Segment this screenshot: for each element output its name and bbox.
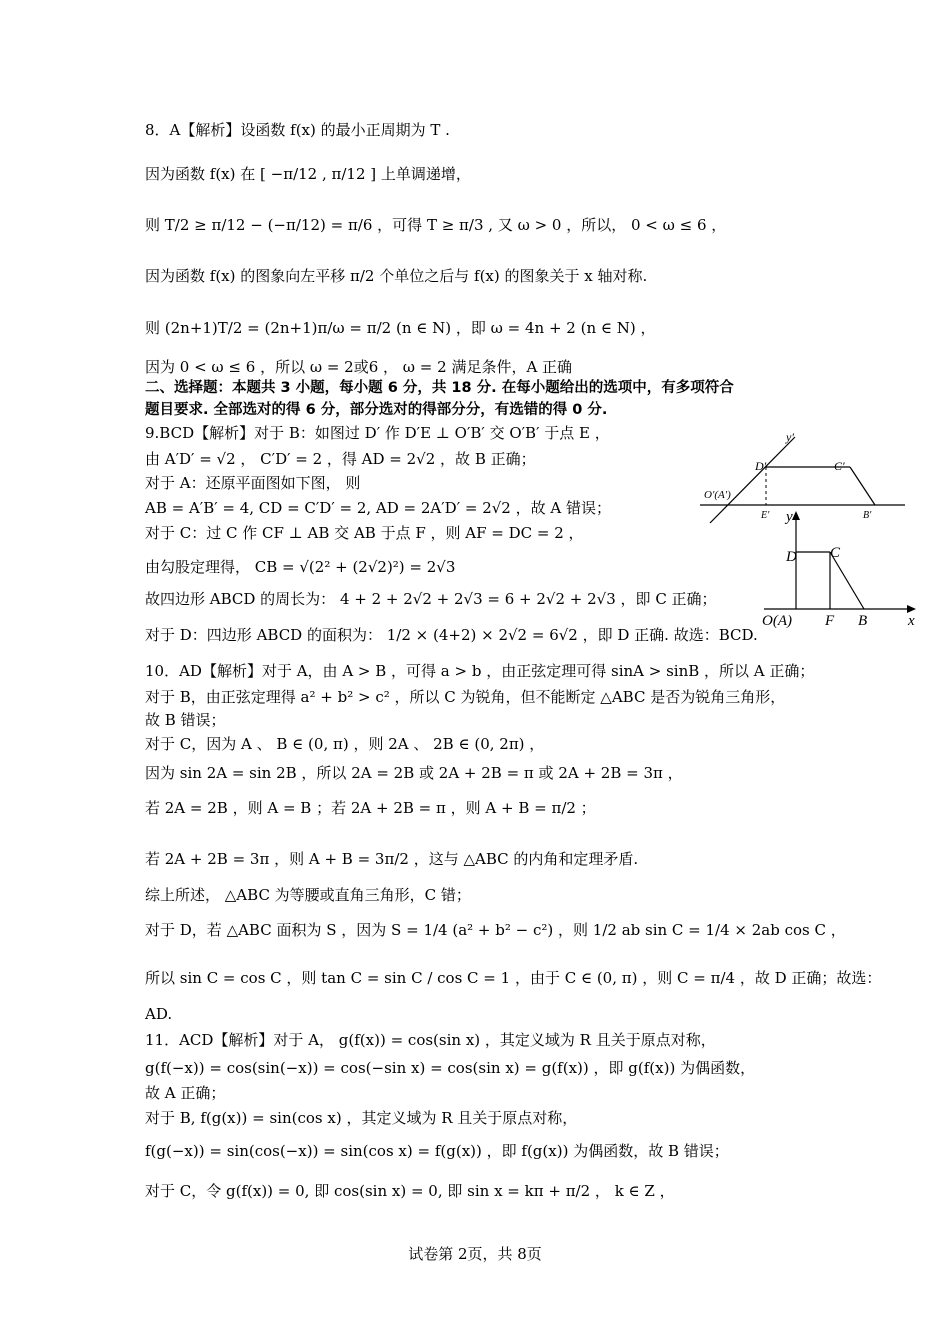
text-line: 若 2A + 2B = 3π ，则 A + B = 3π/2 ，这与 △ABC 的内角和定理矛盾. [145,850,639,868]
text-line: 对于 A：还原平面图如下图， 则 [145,474,361,492]
label-d: D [786,549,797,565]
segment-cb [850,467,875,505]
text-line: g(f(−x)) = cos(sin(−x)) = cos(−sin x) = cos(sin x) = g(f(x)) ，即 g(f(x)) 为偶函数， [145,1059,756,1077]
text-line: 则 T/2 ≥ π/12 − (−π/12) = π/6 ，可得 T ≥ π/3 , 又 ω > 0 ，所以， 0 < ω ≤ 6 ， [145,216,727,234]
label-f: F [825,613,835,629]
text-line: 10．AD【解析】对于 A，由 A > B ，可得 a > b ，由正弦定理可得 sinA > sinB ，所以 A 正确； [145,662,815,680]
page-footer: 试卷第 2页，共 8页 [408,1245,542,1263]
text-line: 8．A【解析】设函数 f(x) 的最小正周期为 T . [145,121,450,139]
text-line: 因为 0 < ω ≤ 6 ，所以 ω = 2或6 ， ω = 2 满足条件，A 正确 [145,358,573,376]
text-line: 对于 C，令 g(f(x)) = 0, 即 cos(sin x) = 0, 即 sin x = kπ + π/2 ， k ∈ Z ， [145,1182,675,1200]
label-b: B [858,613,868,629]
text-line: 对于 B, f(g(x)) = sin(cos x) ，其定义域为 R 且关于原点对称， [145,1109,578,1127]
text-line: 二、选择题：本题共 3 小题，每小题 6 分，共 18 分. 在每小题给出的选项中，有多项符合 [145,380,734,396]
label-y-prime: y′ [786,430,794,444]
text-line: 对于 B，由正弦定理得 a² + b² > c² ，所以 C 为锐角，但不能断定 △ABC 是否为锐角三角形， [145,688,786,706]
label-b-prime: B′ [863,510,872,521]
text-line: f(g(−x)) = sin(cos(−x)) = sin(cos x) = f(g(x)) ，即 f(g(x)) 为偶函数，故 B 错误； [145,1142,729,1160]
text-line: 11．ACD【解析】对于 A， g(f(x)) = cos(sin x) ，其定义域为 R 且关于原点对称， [145,1031,716,1049]
text-line: 因为函数 f(x) 的图象向左平移 π/2 个单位之后与 f(x) 的图象关于 x 轴对称. [145,267,648,285]
text-line: 由 A′D′ = √2 ， C′D′ = 2 ，得 AD = 2√2 ，故 B 正确； [145,450,536,468]
y-axis-arrow [792,511,800,520]
label-y: y [786,509,793,525]
label-d-prime: D′ [755,459,767,473]
text-line: 因为 sin 2A = sin 2B ，所以 2A = 2B 或 2A + 2B = π 或 2A + 2B = 3π ， [145,764,683,782]
text-line: 综上所述， △ABC 为等腰或直角三角形，C 错； [145,886,471,904]
label-c: C [830,545,841,561]
text-line: 题目要求. 全部选对的得 6 分，部分选对的得部分分，有选错的得 0 分. [145,402,608,418]
text-line: 故四边形 ABCD 的周长为： 4 + 2 + 2√2 + 2√3 = 6 + 2√2 + 2√3 ，即 C 正确； [145,590,717,608]
text-line: 故 A 正确； [145,1084,226,1102]
text-line: 对于 C：过 C 作 CF ⊥ AB 交 AB 于点 F ，则 AF = DC = 2 ， [145,524,584,542]
text-line: AD. [145,1005,173,1023]
text-line: 若 2A = 2B ，则 A = B ；若 2A + 2B = π ，则 A + B = π/2 ； [145,799,596,817]
text-line: 所以 sin C = cos C ，则 tan C = sin C / cos C = 1 ，由于 C ∈ (0, π) ，则 C = π/4 ，故 D 正确；故选： [145,969,882,987]
label-o: O(A) [762,613,792,629]
plane-figure [760,505,920,630]
label-x: x [908,613,915,629]
text-line: 9.BCD【解析】对于 B：如图过 D′ 作 D′E ⊥ O′B′ 交 O′B′ 于点 E ， [145,424,610,442]
text-line: 对于 D：四边形 ABCD 的面积为： 1/2 × (4+2) × 2√2 = 6√2 ，即 D 正确. 故选：BCD. [145,626,758,644]
text-line: 对于 C，因为 A 、 B ∈ (0, π) ，则 2A 、 2B ∈ (0, 2π) ， [145,735,545,753]
text-line: 则 (2n+1)T/2 = (2n+1)π/ω = π/2 (n ∈ N) ，即 ω = 4n + 2 (n ∈ N) ， [145,319,656,337]
label-o-prime: O′(A′) [704,489,731,501]
text-line: 由勾股定理得， CB = √(2² + (2√2)²) = 2√3 [145,558,456,576]
text-line: 对于 D，若 △ABC 面积为 S ，因为 S = 1/4 (a² + b² − c²) ，则 1/2 ab sin C = 1/4 × 2ab cos C ， [145,921,846,939]
text-line: 故 B 错误； [145,711,226,729]
x-axis-arrow [907,605,916,613]
text-line: AB = A′B′ = 4, CD = C′D′ = 2, AD = 2A′D′ = 2√2 ，故 A 错误； [145,499,611,517]
text-line: 因为函数 f(x) 在 [ −π/12 , π/12 ] 上单调递增， [145,165,471,183]
label-c-prime: C′ [834,459,845,473]
label-e-prime: E′ [761,510,770,521]
